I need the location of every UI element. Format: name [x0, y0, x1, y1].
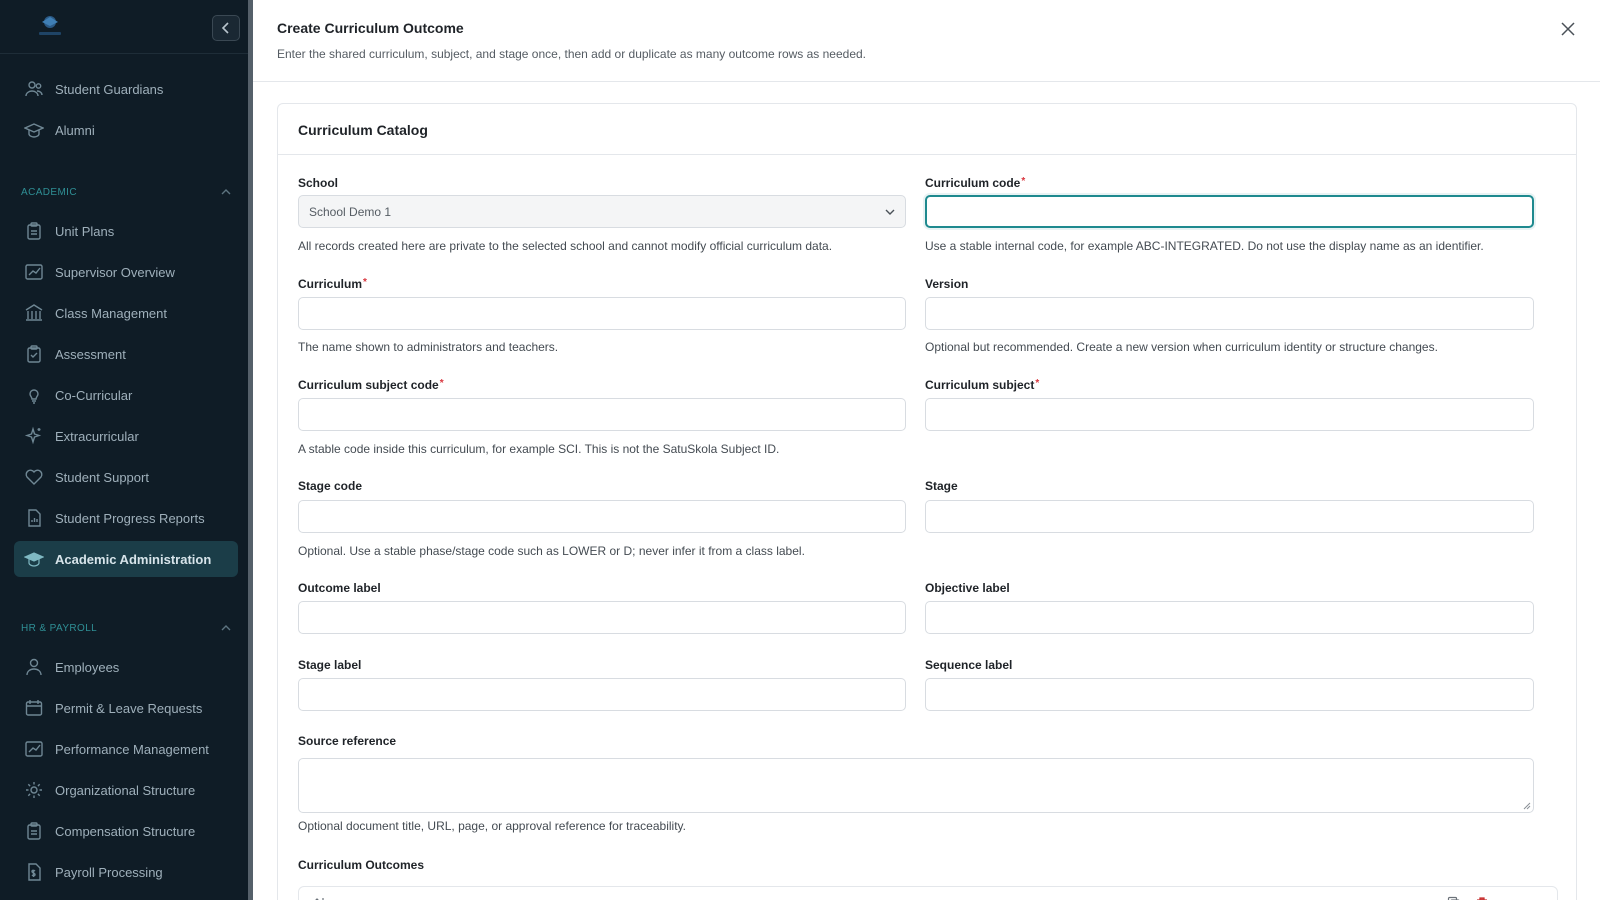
source-reference-help: Optional document title, URL, page, or approval reference for traceability. — [298, 819, 686, 833]
sidebar-item-label: Alumni — [55, 122, 95, 138]
section-title: HR & PAYROLL — [21, 622, 98, 634]
graduation-cap-icon — [24, 120, 44, 140]
sidebar-header — [0, 0, 248, 54]
curriculum-code-input[interactable] — [925, 195, 1534, 228]
curriculum-input[interactable] — [298, 297, 906, 330]
subject-label: Curriculum subject* — [925, 378, 1040, 392]
subject-input[interactable] — [925, 398, 1534, 431]
stage-label-label: Stage label — [298, 658, 362, 672]
card-title: Curriculum Catalog — [278, 104, 1576, 155]
sidebar-item-assessment[interactable] — [14, 336, 238, 372]
sidebar-item-label: Class Management — [55, 305, 167, 321]
school-selected-value: School Demo 1 — [309, 204, 392, 219]
subject-code-help: A stable code inside this curriculum, for example SCI. This is not the SatuSkola Subject ID. — [298, 442, 780, 456]
subject-code-label: Curriculum subject code* — [298, 378, 444, 392]
outcome-label-input[interactable] — [298, 601, 906, 634]
sidebar-item-co-curricular[interactable] — [14, 377, 238, 413]
report-icon — [24, 508, 44, 528]
sidebar-item-label: Extracurricular — [55, 428, 139, 444]
objective-label-label: Objective label — [925, 581, 1010, 595]
sidebar-item-class-management[interactable] — [14, 295, 238, 331]
clipboard-icon — [24, 221, 44, 241]
gear-icon — [24, 780, 44, 800]
clipboard-icon — [24, 821, 44, 841]
sidebar-item-supervisor-overview[interactable] — [14, 254, 238, 290]
sidebar-item-organizational-structure[interactable] — [14, 772, 238, 808]
section-header-academic[interactable] — [21, 184, 231, 200]
panel-header — [253, 0, 1600, 82]
stage-label: Stage — [925, 479, 958, 493]
graduation-cap-icon — [24, 549, 44, 569]
sidebar-item-label: Assessment — [55, 346, 126, 362]
curriculum-label: Curriculum* — [298, 277, 367, 291]
stage-code-label: Stage code — [298, 479, 363, 493]
sidebar-item-employees[interactable] — [14, 649, 238, 685]
section-title: ACADEMIC — [21, 186, 77, 198]
sidebar-item-label: Unit Plans — [55, 223, 115, 239]
sidebar-item-student-progress-reports[interactable] — [14, 500, 238, 536]
sidebar-item-compensation-structure[interactable] — [14, 813, 238, 849]
sidebar-item-label: Performance Management — [55, 741, 209, 757]
guardians-icon — [24, 79, 44, 99]
source-reference-label: Source reference — [298, 734, 397, 748]
lightbulb-icon — [24, 385, 44, 405]
sidebar-item-academic-administration[interactable] — [14, 541, 238, 577]
stage-code-help: Optional. Use a stable phase/stage code such as LOWER or D; never infer it from a class label. — [298, 544, 805, 558]
sidebar-item-extracurricular[interactable] — [14, 418, 238, 454]
collapse-sidebar-button[interactable] — [212, 15, 240, 41]
sidebar-item-label: Student Progress Reports — [55, 510, 205, 526]
school-logo[interactable] — [33, 12, 67, 40]
chevron-up-icon — [221, 187, 231, 197]
sidebar-item-label: Academic Administration — [55, 551, 212, 567]
school-help: All records created here are private to the selected school and cannot modify official curriculum data. — [298, 239, 833, 253]
close-button[interactable] — [1558, 19, 1578, 39]
chart-icon — [24, 739, 44, 759]
heart-icon — [24, 467, 44, 487]
create-outcome-panel — [253, 0, 1600, 900]
sidebar-item-unit-plans[interactable] — [14, 213, 238, 249]
stage-label-input[interactable] — [298, 678, 906, 711]
version-label: Version — [925, 277, 969, 291]
page-subtitle: Enter the shared curriculum, subject, and stage once, then add or duplicate as many outcome rows as needed. — [277, 47, 867, 61]
version-help: Optional but recommended. Create a new version when curriculum identity or structure changes. — [925, 340, 1438, 354]
sidebar-item-label: Supervisor Overview — [55, 264, 175, 280]
user-icon — [24, 657, 44, 677]
curriculum-catalog-card — [277, 103, 1577, 900]
sidebar-item-permit-leave-requests[interactable] — [14, 690, 238, 726]
building-icon — [24, 303, 44, 323]
subject-code-input[interactable] — [298, 398, 906, 431]
sidebar-item-label: Student Support — [55, 469, 149, 485]
duplicate-icon[interactable] — [1447, 896, 1461, 900]
curriculum-outcomes-title: Curriculum Outcomes — [298, 858, 425, 872]
close-icon — [1561, 22, 1575, 36]
sparkles-icon — [24, 426, 44, 446]
dollar-doc-icon — [24, 862, 44, 882]
sidebar — [0, 0, 248, 900]
chevron-up-icon — [221, 623, 231, 633]
curriculum-code-label: Curriculum code* — [925, 176, 1026, 190]
sequence-label-input[interactable] — [925, 678, 1534, 711]
sidebar-item-label: Compensation Structure — [55, 823, 196, 839]
sidebar-item-label: Organizational Structure — [55, 782, 196, 798]
objective-label-input[interactable] — [925, 601, 1534, 634]
section-header-hr-payroll[interactable] — [21, 620, 231, 636]
sidebar-item-label: Permit & Leave Requests — [55, 700, 203, 716]
calendar-icon — [24, 698, 44, 718]
version-input[interactable] — [925, 297, 1534, 330]
resize-handle-icon[interactable] — [1523, 802, 1531, 810]
sequence-label-label: Sequence label — [925, 658, 1013, 672]
sidebar-item-student-support[interactable] — [14, 459, 238, 495]
stage-input[interactable] — [925, 500, 1534, 533]
chevron-down-icon — [885, 207, 895, 217]
sidebar-item-label: Co-Curricular — [55, 387, 133, 403]
chevron-left-icon — [220, 22, 232, 34]
page-title: Create Curriculum Outcome — [277, 20, 464, 36]
curriculum-help: The name shown to administrators and teachers. — [298, 340, 559, 354]
outcome-row — [298, 886, 1558, 900]
sidebar-item-student-guardians[interactable] — [14, 71, 238, 107]
sidebar-item-payroll-processing[interactable] — [14, 854, 238, 890]
school-label: School — [298, 176, 339, 190]
sidebar-item-label: Employees — [55, 659, 120, 675]
stage-code-input[interactable] — [298, 500, 906, 533]
chart-icon — [24, 262, 44, 282]
sidebar-item-label: Student Guardians — [55, 81, 164, 97]
clipboard-check-icon — [24, 344, 44, 364]
school-select[interactable] — [298, 195, 906, 228]
sidebar-item-label: Payroll Processing — [55, 864, 163, 880]
curriculum-code-help: Use a stable internal code, for example ABC-INTEGRATED. Do not use the display name as an identifier. — [925, 239, 1484, 253]
delete-icon[interactable] — [1475, 896, 1489, 900]
drag-handle-icon[interactable] — [313, 896, 327, 900]
outcome-label-label: Outcome label — [298, 581, 381, 595]
source-reference-textarea[interactable] — [298, 758, 1534, 813]
sidebar-item-performance-management[interactable] — [14, 731, 238, 767]
sidebar-item-alumni[interactable] — [14, 112, 238, 148]
